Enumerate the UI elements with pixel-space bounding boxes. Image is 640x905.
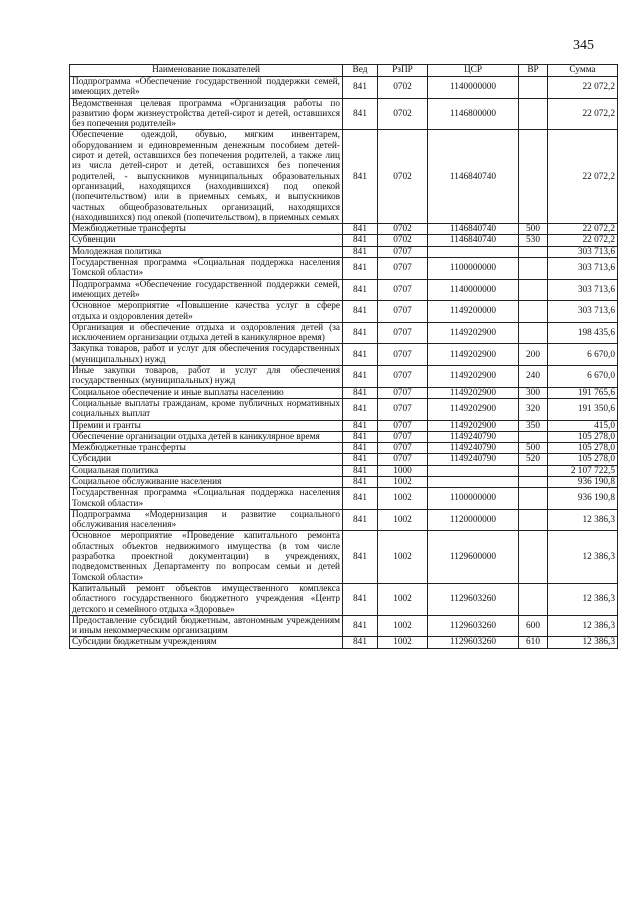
- row-csr-cell: 1149202900: [428, 366, 519, 388]
- row-sum-cell: 6 670,0: [548, 344, 618, 366]
- table-row: [70, 366, 618, 388]
- row-name-cell: Иные закупки товаров, работ и услуг для обеспечения государственных (муниципальных) нужд: [70, 366, 343, 388]
- row-ved-cell: 841: [343, 476, 378, 487]
- row-sum-cell: 22 072,2: [548, 130, 618, 224]
- row-name-cell: Социальная политика: [70, 465, 343, 476]
- row-rzpr-cell: 1002: [378, 615, 428, 637]
- row-ved-cell: 841: [343, 130, 378, 224]
- row-rzpr-cell: 1002: [378, 637, 428, 648]
- row-vr-cell: 610: [519, 637, 548, 648]
- row-rzpr-cell: 0702: [378, 77, 428, 99]
- row-name-cell: Социальное обслуживание населения: [70, 476, 343, 487]
- row-rzpr-cell: 0707: [378, 431, 428, 442]
- table-row: [70, 637, 618, 648]
- row-csr-cell: 1129603260: [428, 637, 519, 648]
- row-vr-cell: [519, 431, 548, 442]
- row-rzpr-cell: 0707: [378, 443, 428, 454]
- row-name-cell: Организация и обеспечение отдыха и оздоровления детей (за исключением организации отдыха детей в каникулярное время): [70, 322, 343, 344]
- row-sum-cell: 12 386,3: [548, 615, 618, 637]
- table-row: [70, 235, 618, 246]
- table-row: [70, 420, 618, 431]
- table-row: [70, 246, 618, 257]
- row-sum-cell: 105 278,0: [548, 443, 618, 454]
- row-sum-cell: 936 190,8: [548, 488, 618, 510]
- table-row: [70, 476, 618, 487]
- row-rzpr-cell: 0707: [378, 420, 428, 431]
- table-row: [70, 224, 618, 235]
- table-row: [70, 130, 618, 224]
- row-rzpr-cell: 0707: [378, 366, 428, 388]
- row-csr-cell: 1149240790: [428, 431, 519, 442]
- row-name-cell: Подпрограмма «Обеспечение государственной поддержки семей, имеющих детей»: [70, 77, 343, 99]
- row-sum-cell: 12 386,3: [548, 531, 618, 583]
- row-name-cell: Капитальный ремонт объектов имущественного комплекса областного государственного бюджетного учреждения «Центр детского и семейного отдыха «Здоровье»: [70, 583, 343, 615]
- row-csr-cell: 1149240790: [428, 443, 519, 454]
- row-ved-cell: 841: [343, 615, 378, 637]
- row-sum-cell: 191 350,6: [548, 398, 618, 420]
- table-row: [70, 531, 618, 583]
- table-row: [70, 431, 618, 442]
- row-name-cell: Межбюджетные трансферты: [70, 443, 343, 454]
- row-name-cell: Межбюджетные трансферты: [70, 224, 343, 235]
- row-sum-cell: 22 072,2: [548, 235, 618, 246]
- row-sum-cell: 12 386,3: [548, 637, 618, 648]
- row-vr-cell: 500: [519, 224, 548, 235]
- table-body: [70, 77, 618, 649]
- row-ved-cell: 841: [343, 488, 378, 510]
- row-vr-cell: [519, 509, 548, 531]
- row-csr-cell: 1149202900: [428, 322, 519, 344]
- row-sum-cell: 22 072,2: [548, 98, 618, 130]
- row-rzpr-cell: 1000: [378, 465, 428, 476]
- header-sum: Сумма: [548, 65, 618, 77]
- row-ved-cell: 841: [343, 77, 378, 99]
- row-ved-cell: 841: [343, 235, 378, 246]
- table-row: [70, 322, 618, 344]
- row-csr-cell: 1149202900: [428, 387, 519, 398]
- row-csr-cell: 1146840740: [428, 224, 519, 235]
- page-number: 345: [573, 38, 594, 53]
- row-ved-cell: 841: [343, 246, 378, 257]
- table-row: [70, 583, 618, 615]
- row-vr-cell: 320: [519, 398, 548, 420]
- row-ved-cell: 841: [343, 431, 378, 442]
- row-vr-cell: [519, 322, 548, 344]
- row-rzpr-cell: 0702: [378, 98, 428, 130]
- table-row: [70, 509, 618, 531]
- row-vr-cell: [519, 301, 548, 323]
- row-sum-cell: 303 713,6: [548, 279, 618, 301]
- row-vr-cell: [519, 465, 548, 476]
- row-name-cell: Субвенции: [70, 235, 343, 246]
- header-csr: ЦСР: [428, 65, 519, 77]
- row-name-cell: Государственная программа «Социальная поддержка населения Томской области»: [70, 258, 343, 280]
- row-ved-cell: 841: [343, 322, 378, 344]
- row-csr-cell: [428, 476, 519, 487]
- row-name-cell: Социальные выплаты гражданам, кроме публичных нормативных социальных выплат: [70, 398, 343, 420]
- row-sum-cell: 105 278,0: [548, 454, 618, 465]
- row-sum-cell: 105 278,0: [548, 431, 618, 442]
- row-vr-cell: [519, 488, 548, 510]
- row-sum-cell: 12 386,3: [548, 509, 618, 531]
- row-csr-cell: 1149202900: [428, 420, 519, 431]
- row-csr-cell: 1149240790: [428, 454, 519, 465]
- row-ved-cell: 841: [343, 443, 378, 454]
- table-row: [70, 98, 618, 130]
- row-ved-cell: 841: [343, 98, 378, 130]
- row-rzpr-cell: 0702: [378, 235, 428, 246]
- row-vr-cell: 300: [519, 387, 548, 398]
- table-row: [70, 398, 618, 420]
- row-vr-cell: 240: [519, 366, 548, 388]
- row-vr-cell: [519, 583, 548, 615]
- row-name-cell: Подпрограмма «Обеспечение государственной поддержки семей, имеющих детей»: [70, 279, 343, 301]
- row-vr-cell: 600: [519, 615, 548, 637]
- table-row: [70, 77, 618, 99]
- row-csr-cell: 1149200000: [428, 301, 519, 323]
- row-name-cell: Основное мероприятие «Повышение качества услуг в сфере отдыха и оздоровления детей»: [70, 301, 343, 323]
- row-rzpr-cell: 1002: [378, 583, 428, 615]
- row-ved-cell: 841: [343, 258, 378, 280]
- table-row: [70, 279, 618, 301]
- row-name-cell: Субсидии: [70, 454, 343, 465]
- row-sum-cell: 2 107 722,5: [548, 465, 618, 476]
- row-vr-cell: 350: [519, 420, 548, 431]
- row-ved-cell: 841: [343, 583, 378, 615]
- row-name-cell: Премии и гранты: [70, 420, 343, 431]
- row-ved-cell: 841: [343, 637, 378, 648]
- row-vr-cell: [519, 258, 548, 280]
- row-sum-cell: 415,0: [548, 420, 618, 431]
- row-name-cell: Подпрограмма «Модернизация и развитие социального обслуживания населения»: [70, 509, 343, 531]
- row-ved-cell: 841: [343, 454, 378, 465]
- row-ved-cell: 841: [343, 509, 378, 531]
- row-sum-cell: 303 713,6: [548, 258, 618, 280]
- row-name-cell: Закупка товаров, работ и услуг для обеспечения государственных (муниципальных) нужд: [70, 344, 343, 366]
- row-rzpr-cell: 0707: [378, 387, 428, 398]
- row-ved-cell: 841: [343, 387, 378, 398]
- row-csr-cell: 1100000000: [428, 258, 519, 280]
- row-vr-cell: [519, 98, 548, 130]
- row-ved-cell: 841: [343, 279, 378, 301]
- row-vr-cell: [519, 130, 548, 224]
- table-row: [70, 454, 618, 465]
- header-ved: Вед: [343, 65, 378, 77]
- row-ved-cell: 841: [343, 344, 378, 366]
- row-csr-cell: 1129603260: [428, 583, 519, 615]
- row-rzpr-cell: 0702: [378, 224, 428, 235]
- row-name-cell: Субсидии бюджетным учреждениям: [70, 637, 343, 648]
- row-sum-cell: 6 670,0: [548, 366, 618, 388]
- row-vr-cell: 530: [519, 235, 548, 246]
- row-csr-cell: [428, 465, 519, 476]
- row-vr-cell: 200: [519, 344, 548, 366]
- row-ved-cell: 841: [343, 420, 378, 431]
- row-vr-cell: [519, 531, 548, 583]
- row-rzpr-cell: 0707: [378, 258, 428, 280]
- row-rzpr-cell: 1002: [378, 531, 428, 583]
- row-ved-cell: 841: [343, 224, 378, 235]
- row-rzpr-cell: 0707: [378, 344, 428, 366]
- row-name-cell: Обеспечение одеждой, обувью, мягким инвентарем, оборудованием и единовременным денежным пособием детей-сирот и детей, оставшихся без попечения родителей, а также лиц из числа детей-сирот и детей, оставшихся без попечения родителей, - выпускников муниципальных образовательных организаций, находящихся (находившихся) под опекой (попечительством) или в приемных семьях, и выпускников частных общеобразовательных организаций, находящихся (находившихся) под опекой (попечительством), в приемных семьях: [70, 130, 343, 224]
- table-row: [70, 465, 618, 476]
- row-csr-cell: 1100000000: [428, 488, 519, 510]
- table-row: [70, 344, 618, 366]
- table-row: [70, 301, 618, 323]
- row-rzpr-cell: 0707: [378, 279, 428, 301]
- row-vr-cell: 520: [519, 454, 548, 465]
- table-row: [70, 387, 618, 398]
- row-sum-cell: 22 072,2: [548, 224, 618, 235]
- row-ved-cell: 841: [343, 531, 378, 583]
- header-vr: ВР: [519, 65, 548, 77]
- row-name-cell: Основное мероприятие «Проведение капитального ремонта областных объектов недвижимого имущества (в том числе разработка проектной документации) в учреждениях, подведомственных Департаменту по вопросам семьи и детей Томской области»: [70, 531, 343, 583]
- row-sum-cell: 22 072,2: [548, 77, 618, 99]
- row-name-cell: Обеспечение организации отдыха детей в каникулярное время: [70, 431, 343, 442]
- row-csr-cell: 1129603260: [428, 615, 519, 637]
- row-ved-cell: 841: [343, 366, 378, 388]
- row-rzpr-cell: 0702: [378, 130, 428, 224]
- row-sum-cell: 191 765,6: [548, 387, 618, 398]
- row-sum-cell: 303 713,6: [548, 246, 618, 257]
- row-sum-cell: 303 713,6: [548, 301, 618, 323]
- row-csr-cell: 1140000000: [428, 279, 519, 301]
- row-csr-cell: 1149202900: [428, 344, 519, 366]
- row-csr-cell: 1146840740: [428, 130, 519, 224]
- row-rzpr-cell: 0707: [378, 301, 428, 323]
- header-name: Наименование показателей: [70, 65, 343, 77]
- row-vr-cell: [519, 476, 548, 487]
- table-row: [70, 488, 618, 510]
- row-csr-cell: 1129600000: [428, 531, 519, 583]
- row-rzpr-cell: 1002: [378, 509, 428, 531]
- row-rzpr-cell: 0707: [378, 322, 428, 344]
- table-header-row: [70, 65, 618, 77]
- row-vr-cell: 500: [519, 443, 548, 454]
- row-csr-cell: 1146840740: [428, 235, 519, 246]
- row-csr-cell: 1149202900: [428, 398, 519, 420]
- row-csr-cell: 1146800000: [428, 98, 519, 130]
- header-rzpr: РзПР: [378, 65, 428, 77]
- row-ved-cell: 841: [343, 301, 378, 323]
- row-rzpr-cell: 0707: [378, 454, 428, 465]
- table-row: [70, 258, 618, 280]
- row-rzpr-cell: 1002: [378, 476, 428, 487]
- row-sum-cell: 198 435,6: [548, 322, 618, 344]
- row-csr-cell: 1140000000: [428, 77, 519, 99]
- table-row: [70, 615, 618, 637]
- table-row: [70, 443, 618, 454]
- row-csr-cell: [428, 246, 519, 257]
- row-sum-cell: 12 386,3: [548, 583, 618, 615]
- row-vr-cell: [519, 77, 548, 99]
- row-csr-cell: 1120000000: [428, 509, 519, 531]
- row-vr-cell: [519, 246, 548, 257]
- budget-table: [69, 64, 618, 649]
- row-ved-cell: 841: [343, 465, 378, 476]
- row-ved-cell: 841: [343, 398, 378, 420]
- row-name-cell: Предоставление субсидий бюджетным, автономным учреждениям и иным некоммерческим организациям: [70, 615, 343, 637]
- row-rzpr-cell: 1002: [378, 488, 428, 510]
- row-name-cell: Молодежная политика: [70, 246, 343, 257]
- row-rzpr-cell: 0707: [378, 398, 428, 420]
- row-name-cell: Государственная программа «Социальная поддержка населения Томской области»: [70, 488, 343, 510]
- row-rzpr-cell: 0707: [378, 246, 428, 257]
- row-vr-cell: [519, 279, 548, 301]
- row-name-cell: Социальное обеспечение и иные выплаты населению: [70, 387, 343, 398]
- row-sum-cell: 936 190,8: [548, 476, 618, 487]
- row-name-cell: Ведомственная целевая программа «Организация работы по развитию форм жизнеустройства детей-сирот и детей, оставшихся без попечения родителей»: [70, 98, 343, 130]
